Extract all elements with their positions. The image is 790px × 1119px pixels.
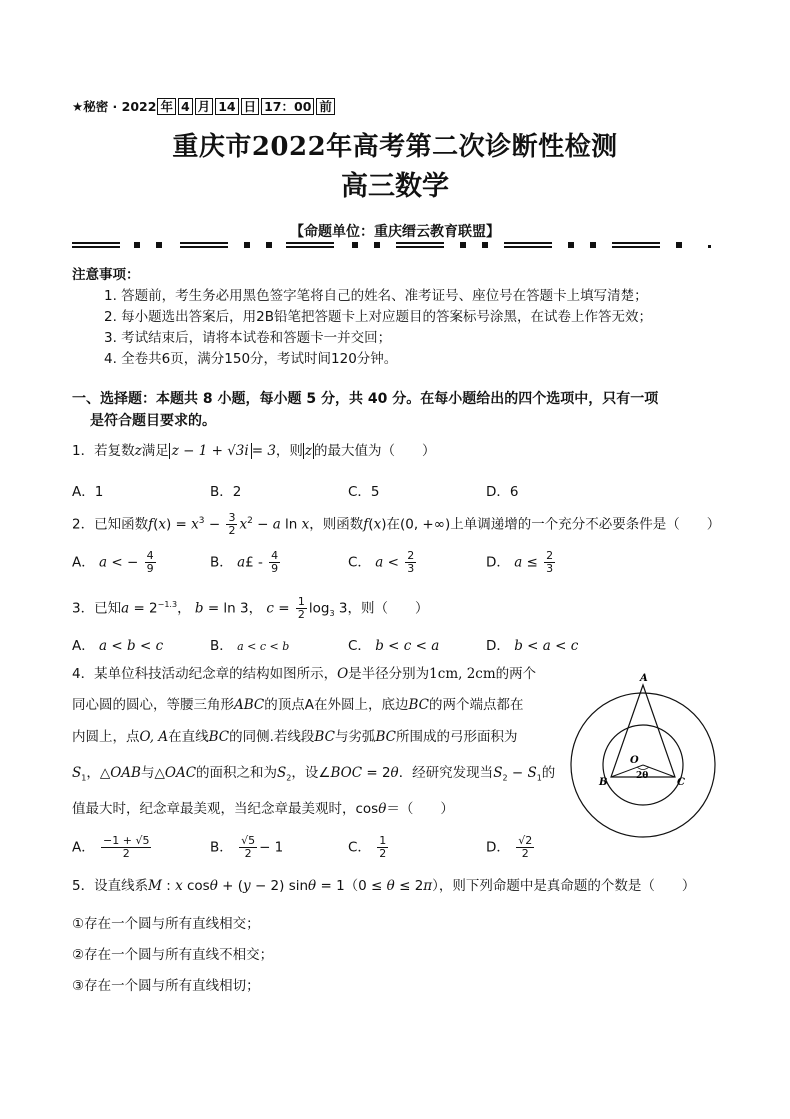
q2-option-a[interactable]: A． a < − $\frac{4}{9}$ bbox=[72, 549, 154, 575]
q3-option-b[interactable]: B． a < c < b bbox=[210, 638, 290, 654]
q5-statement-1: ①存在一个圆与所有直线相交； bbox=[72, 916, 260, 932]
q4-option-a[interactable]: A． $\frac{-1 + √5}{2}$ bbox=[72, 834, 150, 860]
question-4-line-1: 4．某单位科技活动纪念章的结构如图所示，O是半径分别为1cm, 2cm的两个 bbox=[72, 666, 537, 682]
question-4-line-5: 值最大时，纪念章最美观，当纪念章最美观时，cosθ＝（ ） bbox=[72, 801, 454, 817]
label-a: A bbox=[640, 673, 648, 684]
q2-option-c[interactable]: C． a < $\frac{2}{3}$ bbox=[348, 549, 415, 575]
concentric-circles-figure bbox=[568, 672, 718, 842]
q1-option-c[interactable]: C．5 bbox=[348, 484, 380, 500]
secret-ri: 日 bbox=[241, 98, 260, 115]
secret-prefix: ★秘密 · 2022 bbox=[72, 99, 157, 114]
confidential-stamp bbox=[72, 97, 336, 115]
note-item-2: 2. 每小题选出答案后，用2B铅笔把答题卡上对应题目的答案标号涂黑，在试卷上作答无效； bbox=[104, 309, 653, 325]
label-angle: 2θ bbox=[636, 771, 649, 781]
label-c: C bbox=[677, 777, 685, 788]
q5-statement-2: ②存在一个圆与所有直线不相交； bbox=[72, 947, 274, 963]
issuing-unit: 【命题单位：重庆缙云教育联盟】 bbox=[290, 224, 500, 240]
question-4-line-4: $S_1$，△OAB与△OAC的面积之和为$S_2$，设∠BOC = 2θ．经研究发现当$S_2 - S_1$的 bbox=[72, 765, 556, 783]
angle-arc bbox=[637, 767, 649, 770]
q4-option-b[interactable]: B． $\frac{√5}{2}$ − 1 bbox=[210, 834, 284, 860]
question-1-stem: 1．若复数z满足 z − 1 + √3i = 3，则 z 的最大值为（ ） bbox=[72, 443, 436, 459]
q4-option-d[interactable]: D． $\frac{√2}{2}$ bbox=[486, 834, 533, 860]
notes-heading: 注意事项： bbox=[72, 267, 140, 283]
subject-title: 高三数学 bbox=[341, 171, 449, 202]
secret-nian: 年 bbox=[157, 98, 176, 115]
note-item-3: 3. 考试结束后，请将本试卷和答题卡一并交回； bbox=[104, 330, 392, 346]
label-o: O bbox=[630, 755, 639, 766]
question-3-stem: 3．已知$a = 2^{-1.3}$， b = ln 3， c = $\frac{1}{2}$ $\log_3 3$，则（ ） bbox=[72, 595, 429, 621]
label-b: B bbox=[599, 777, 608, 788]
q4-option-c[interactable]: C． $\frac{1}{2}$ bbox=[348, 834, 387, 860]
secret-month: 4 bbox=[178, 98, 193, 115]
question-4-line-3: 内圆上，点O, A在直线BC的同侧.若线段BC与劣弧BC所围成的弓形面积为 bbox=[72, 729, 518, 745]
q2-option-b[interactable]: B． a£ - $\frac{4}{9}$ bbox=[210, 549, 279, 575]
secret-qian: 前 bbox=[316, 98, 335, 115]
q3-option-d[interactable]: D． b < a < c bbox=[486, 638, 579, 654]
triangle-abc bbox=[611, 685, 675, 777]
q3-option-c[interactable]: C． b < c < a bbox=[348, 638, 440, 654]
decorative-dash-divider bbox=[72, 241, 712, 249]
q2-option-d[interactable]: D． a ≤ $\frac{2}{3}$ bbox=[486, 549, 554, 575]
question-5-stem: 5．设直线系M : x cosθ + (y − 2) sinθ = 1（0 ≤ θ ≤ 2π），则下列命题中是真命题的个数是（ ） bbox=[72, 878, 696, 894]
section1-instructions-cont: 是符合题目要求的。 bbox=[90, 413, 216, 429]
note-item-4: 4. 全卷共6页，满分150分，考试时间120分钟。 bbox=[104, 351, 398, 367]
question-4-line-2: 同心圆的圆心，等腰三角形ABC的顶点A在外圆上，底边BC的两个端点都在 bbox=[72, 697, 524, 713]
secret-yue: 月 bbox=[195, 98, 214, 115]
secret-time: 17：00 bbox=[261, 98, 314, 115]
question-2-stem: 2．已知函数$f(x) = x^3$ − $\frac{3}{2}$ $x^2 - a$ ln x，则函数f(x)在(0, +∞)上单调递增的一个充分不必要条件是（ ） bbox=[72, 511, 721, 537]
q1-option-a[interactable]: A．1 bbox=[72, 484, 104, 500]
secret-day: 14 bbox=[215, 98, 238, 115]
q1-option-d[interactable]: D．6 bbox=[486, 484, 519, 500]
section1-instructions: 一、选择题：本题共 8 小题，每小题 5 分，共 40 分。在每小题给出的四个选项中，只有一项 bbox=[72, 391, 659, 407]
q3-option-a[interactable]: A． a < b < c bbox=[72, 638, 164, 654]
exam-title: 重庆市2022年高考第二次诊断性检测 bbox=[172, 132, 618, 162]
note-item-1: 1. 答题前，考生务必用黑色签字笔将自己的姓名、准考证号、座位号在答题卡上填写清楚； bbox=[104, 288, 648, 304]
q5-statement-3: ③存在一个圆与所有直线相切； bbox=[72, 978, 260, 994]
q1-option-b[interactable]: B．2 bbox=[210, 484, 242, 500]
